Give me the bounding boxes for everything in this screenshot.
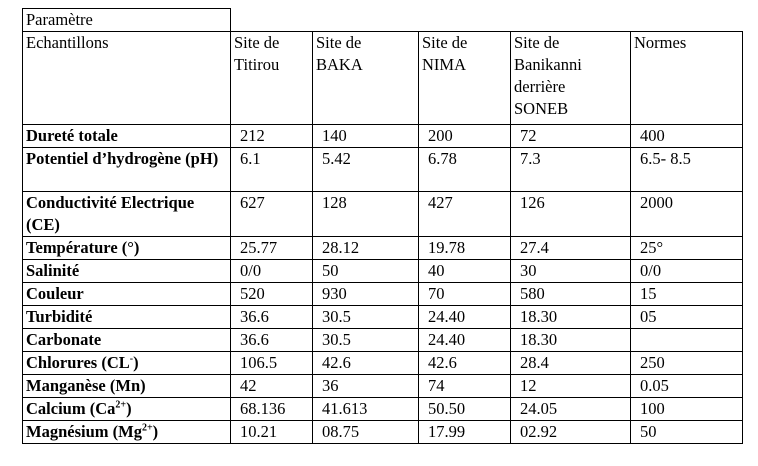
parameter-superscript: - — [129, 353, 134, 365]
parameter-name: Couleur — [26, 284, 84, 303]
parameter-name: Salinité — [26, 261, 80, 280]
table-cell: 106.5 — [231, 352, 313, 375]
row-parameter-label — [23, 352, 231, 375]
corner-row — [23, 9, 743, 32]
row-parameter-label — [23, 237, 231, 260]
table-cell: 212 — [231, 125, 313, 148]
table-cell: 36.6 — [231, 329, 313, 352]
table-cell: 72 — [511, 125, 631, 148]
row-parameter-label — [23, 421, 231, 444]
table-cell: 42 — [231, 375, 313, 398]
row-parameter-label — [23, 398, 231, 421]
table-cell: 2000 — [631, 192, 743, 237]
header-row — [23, 32, 743, 125]
table-cell: 41.613 — [313, 398, 419, 421]
table-cell: 400 — [631, 125, 743, 148]
parameter-suffix: ) — [152, 422, 159, 441]
table-cell: 520 — [231, 283, 313, 306]
table-row — [23, 329, 743, 352]
row-parameter-label — [23, 260, 231, 283]
column-header-titirou: Site de Titirou — [231, 32, 313, 125]
column-header-banikanni: Site de Banikanni derrière SONEB — [511, 32, 631, 125]
table-cell: 74 — [419, 375, 511, 398]
parameter-suffix: ) — [126, 399, 132, 418]
row-parameter-label — [23, 329, 231, 352]
table-cell: 25.77 — [231, 237, 313, 260]
table-cell: 50 — [631, 421, 743, 444]
table-row — [23, 306, 743, 329]
table-cell: 25° — [631, 237, 743, 260]
table-cell: 128 — [313, 192, 419, 237]
table-cell: 18.30 — [511, 329, 631, 352]
row-parameter-label — [23, 375, 231, 398]
table-cell: 140 — [313, 125, 419, 148]
table-cell: 10.21 — [231, 421, 313, 444]
table-row — [23, 398, 743, 421]
column-header-baka: Site de BAKA — [313, 32, 419, 125]
table-cell: 15 — [631, 283, 743, 306]
parameter-suffix: ) — [133, 353, 139, 372]
table-cell: 126 — [511, 192, 631, 237]
table-cell: 28.12 — [313, 237, 419, 260]
table-cell: 6.5- 8.5 — [631, 148, 743, 192]
table-cell: 0/0 — [231, 260, 313, 283]
table-cell: 7.3 — [511, 148, 631, 192]
echantillons-label: Echantillons — [23, 32, 231, 125]
table-cell: 24.40 — [419, 306, 511, 329]
table-cell: 24.05 — [511, 398, 631, 421]
table-row — [23, 148, 743, 192]
parameter-name: Dureté totale — [26, 126, 118, 145]
table-cell: 28.4 — [511, 352, 631, 375]
table-row — [23, 421, 743, 444]
table-cell: 17.99 — [419, 421, 511, 444]
table-cell: 5.42 — [313, 148, 419, 192]
table-cell: 12 — [511, 375, 631, 398]
row-parameter-label — [23, 306, 231, 329]
table-cell: 580 — [511, 283, 631, 306]
table-cell: 6.78 — [419, 148, 511, 192]
parameter-superscript: 2+ — [141, 422, 153, 434]
parameter-name: Manganèse (Mn) — [26, 376, 146, 395]
row-parameter-label — [23, 192, 231, 237]
table-cell: 100 — [631, 398, 743, 421]
table-cell: 05 — [631, 306, 743, 329]
table-cell: 250 — [631, 352, 743, 375]
row-parameter-label — [23, 283, 231, 306]
table-row — [23, 352, 743, 375]
table-cell: 427 — [419, 192, 511, 237]
table-row — [23, 237, 743, 260]
parameter-name: Chlorures (CL — [26, 353, 130, 372]
table-cell: 42.6 — [313, 352, 419, 375]
parameter-name: Carbonate — [26, 330, 102, 349]
parameter-name: Température (°) — [26, 238, 140, 257]
table-cell: 30.5 — [313, 306, 419, 329]
corner-spacer — [231, 9, 743, 32]
table-cell: 930 — [313, 283, 419, 306]
table-cell: 27.4 — [511, 237, 631, 260]
parameter-name: Conductivité Electrique (CE) — [26, 193, 195, 234]
table-cell: 70 — [419, 283, 511, 306]
table-cell: 0.05 — [631, 375, 743, 398]
table-cell: 30 — [511, 260, 631, 283]
table-row — [23, 283, 743, 306]
table-cell: 19.78 — [419, 237, 511, 260]
table-cell: 50.50 — [419, 398, 511, 421]
table-cell: 30.5 — [313, 329, 419, 352]
table-cell: 02.92 — [511, 421, 631, 444]
table-cell: 200 — [419, 125, 511, 148]
table-row — [23, 375, 743, 398]
column-header-normes: Normes — [631, 32, 743, 125]
parameter-superscript: 2+ — [115, 399, 127, 411]
water-analysis-table — [22, 8, 743, 444]
table-cell: 08.75 — [313, 421, 419, 444]
corner-parametre-label: Paramètre — [23, 9, 231, 32]
row-parameter-label — [23, 125, 231, 148]
table-row — [23, 192, 743, 237]
parameter-name: Turbidité — [26, 307, 93, 326]
table-cell: 42.6 — [419, 352, 511, 375]
table-cell: 24.40 — [419, 329, 511, 352]
table-row — [23, 125, 743, 148]
parameter-name: Potentiel d’hydrogène (pH) — [26, 149, 219, 168]
table-cell: 6.1 — [231, 148, 313, 192]
table-cell — [631, 329, 743, 352]
table-cell: 36 — [313, 375, 419, 398]
table-cell: 68.136 — [231, 398, 313, 421]
table-cell: 18.30 — [511, 306, 631, 329]
table-cell: 36.6 — [231, 306, 313, 329]
table-cell: 0/0 — [631, 260, 743, 283]
parameter-name: Magnésium (Mg — [26, 422, 142, 441]
parameter-name: Calcium (Ca — [26, 399, 116, 418]
table-row — [23, 260, 743, 283]
table-cell: 40 — [419, 260, 511, 283]
column-header-nima: Site de NIMA — [419, 32, 511, 125]
row-parameter-label — [23, 148, 231, 192]
table-cell: 627 — [231, 192, 313, 237]
table-cell: 50 — [313, 260, 419, 283]
